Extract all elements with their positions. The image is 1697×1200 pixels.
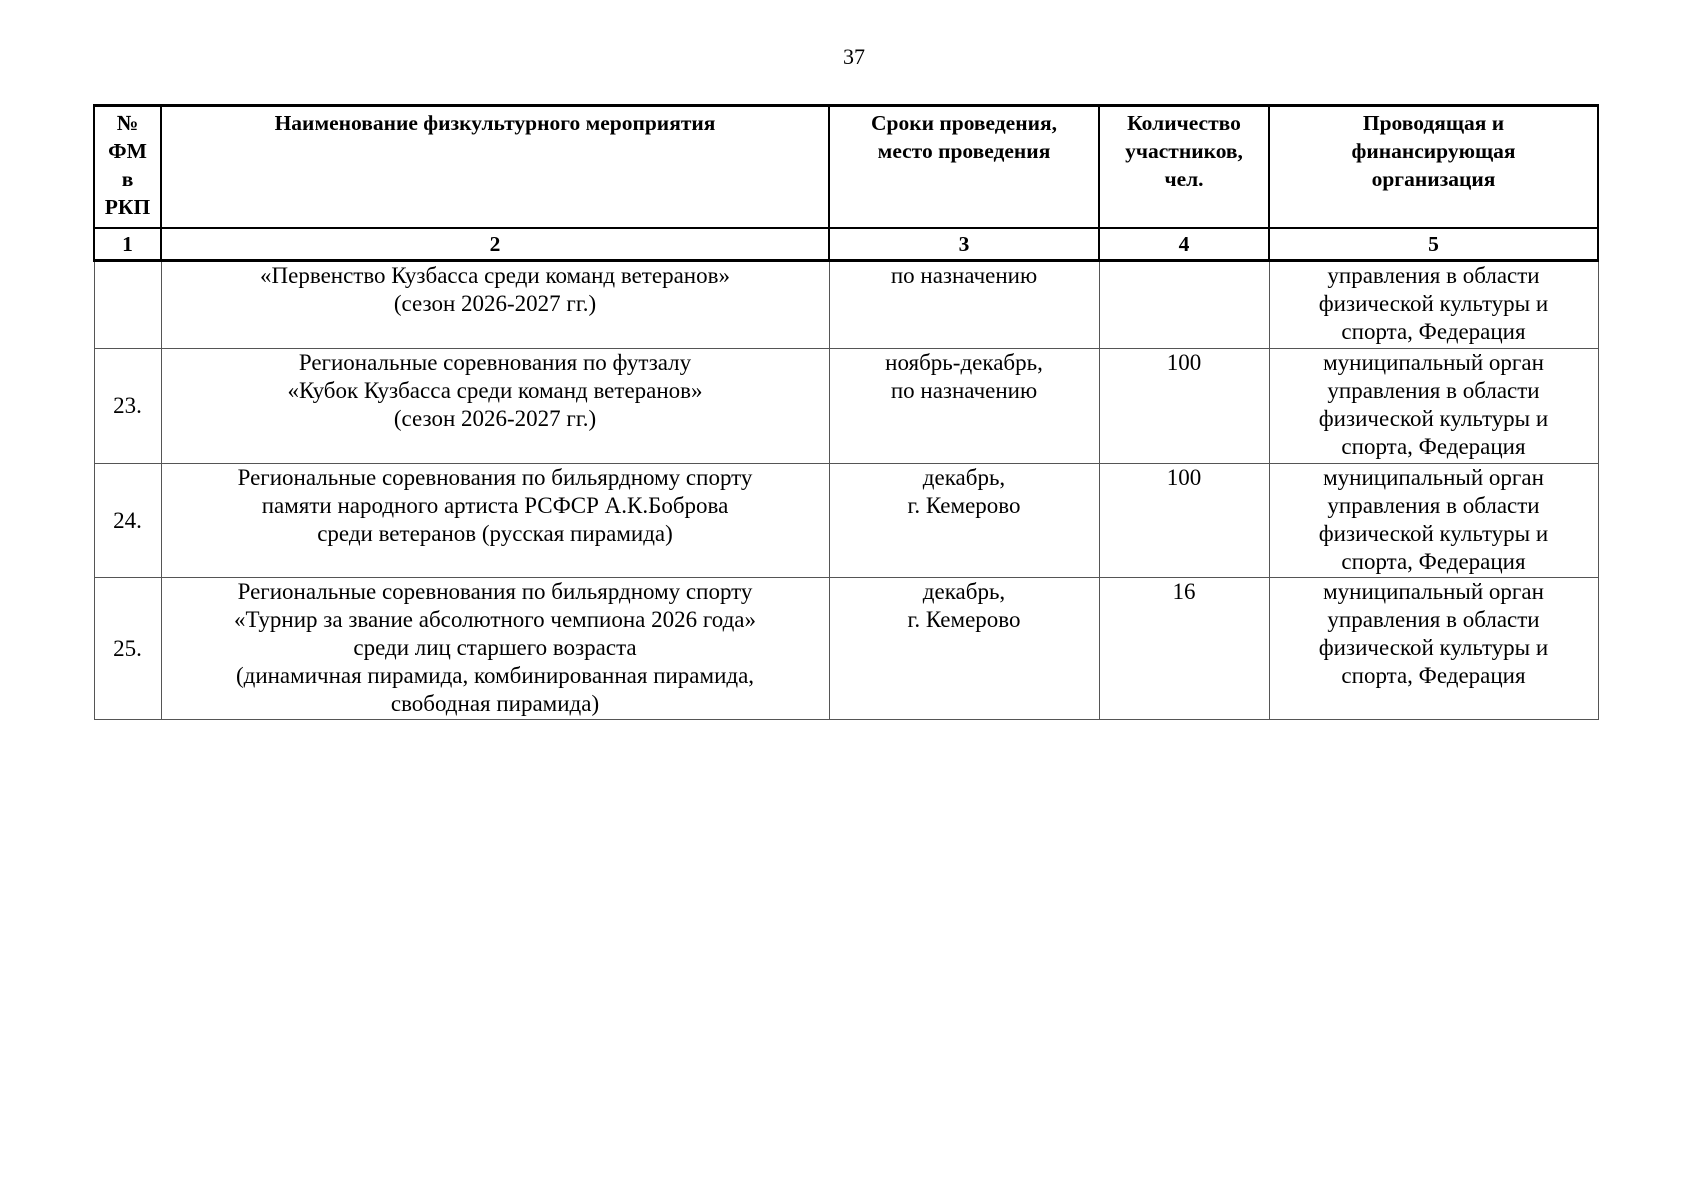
participants: 100	[1099, 464, 1269, 578]
event-name: Региональные соревнования по бильярдному спорту памяти народного артиста РСФСР А.К.Боброва среди ветеранов (русская пирамида)	[161, 464, 829, 578]
organization: муниципальный орган управления в области физической культуры и спорта, Федерация	[1269, 578, 1598, 720]
organization: управления в области физической культуры и спорта, Федерация	[1269, 261, 1598, 349]
event-name: Региональные соревнования по футзалу «Кубок Кузбасса среди команд ветеранов» (сезон 2026-2027 гг.)	[161, 349, 829, 464]
organization: муниципальный орган управления в области физической культуры и спорта, Федерация	[1269, 464, 1598, 578]
row-number: 24.	[94, 464, 161, 578]
dates-place: по назначению	[829, 261, 1099, 349]
participants: 100	[1099, 349, 1269, 464]
page-number: 37	[843, 44, 865, 69]
events-table	[93, 104, 1599, 720]
table-row	[94, 464, 1598, 578]
participants: 16	[1099, 578, 1269, 720]
row-number	[94, 261, 161, 349]
column-number-3: 3	[829, 228, 1099, 261]
dates-place: ноябрь-декабрь, по назначению	[829, 349, 1099, 464]
column-number-2: 2	[161, 228, 829, 261]
row-number: 23.	[94, 349, 161, 464]
header-event-name: Наименование физкультурного мероприятия	[161, 106, 829, 229]
header-row	[94, 106, 1598, 229]
header-number: № ФМ в РКП	[94, 106, 161, 229]
column-number-1: 1	[94, 228, 161, 261]
row-number: 25.	[94, 578, 161, 720]
header-organization: Проводящая и финансирующая организация	[1269, 106, 1598, 229]
column-number-5: 5	[1269, 228, 1598, 261]
dates-place: декабрь, г. Кемерово	[829, 464, 1099, 578]
table-row	[94, 349, 1598, 464]
dates-place: декабрь, г. Кемерово	[829, 578, 1099, 720]
column-number-4: 4	[1099, 228, 1269, 261]
header-participants: Количество участников, чел.	[1099, 106, 1269, 229]
table-row	[94, 261, 1598, 349]
column-numbers-row	[94, 228, 1598, 261]
table-row	[94, 578, 1598, 720]
header-dates-place: Сроки проведения, место проведения	[829, 106, 1099, 229]
event-name: Региональные соревнования по бильярдному спорту «Турнир за звание абсолютного чемпиона 2026 года» среди лиц старшего возраста (динамичная пирамида, комбинированная пирамида, свободная пирамида)	[161, 578, 829, 720]
participants	[1099, 261, 1269, 349]
organization: муниципальный орган управления в области физической культуры и спорта, Федерация	[1269, 349, 1598, 464]
event-name: «Первенство Кузбасса среди команд ветеранов» (сезон 2026-2027 гг.)	[161, 261, 829, 349]
